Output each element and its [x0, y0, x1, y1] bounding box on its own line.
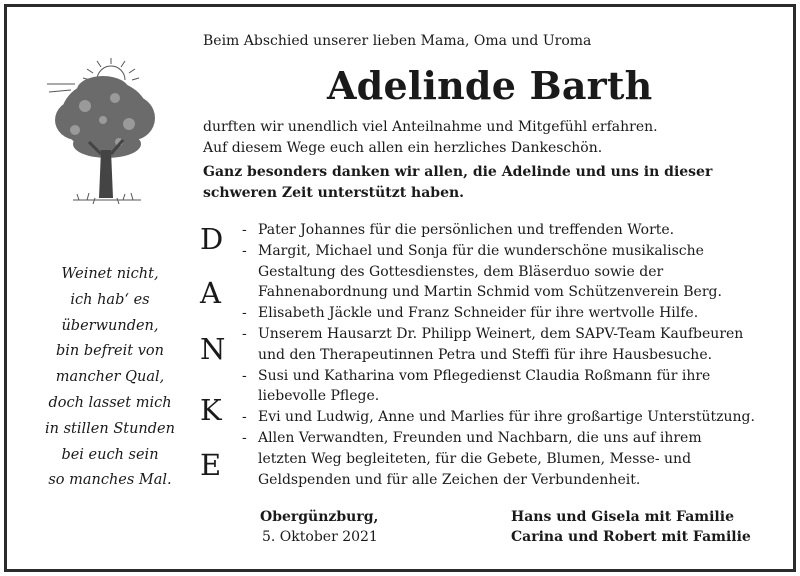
poem-line: Weinet nicht, [61, 266, 159, 282]
signature-line: Carina und Robert mit Familie [511, 529, 751, 545]
danke-letter: K [200, 393, 222, 427]
list-item: - Unserem Hausarzt Dr. Philipp Weinert, dem SAPV-Team Kaufbeuren [242, 325, 744, 342]
poem-line: doch lasset mich [48, 394, 172, 411]
list-item: - Margit, Michael und Sonja für die wunderschöne musikalische [242, 242, 704, 259]
list-item: - Evi und Ludwig, Anne und Marlies für ihre großartige Unterstützung. [242, 409, 755, 426]
list-item: - Pater Johannes für die persönlichen und treffenden Worte. [242, 222, 675, 238]
danke-letter: A [200, 276, 221, 310]
tree-with-sun-icon [45, 58, 160, 218]
thanks-line: durften wir unendlich viel Anteilnahme und Mitgefühl erfahren. [203, 119, 658, 135]
thanks-paragraph [203, 117, 658, 159]
place: Obergünzburg, [260, 509, 379, 525]
danke-letter: N [200, 332, 226, 366]
list-item-continuation: Geldspenden und für alle Zeichen der Verbundenheit. [258, 471, 641, 488]
danke-letter: D [200, 222, 224, 256]
special-thanks-line: schweren Zeit unterstützt haben. [203, 185, 465, 201]
list-item-continuation: liebevolle Pflege. [258, 388, 380, 405]
intro-line: Beim Abschied unserer lieben Mama, Oma und Uroma [203, 33, 592, 49]
signature-line: Hans und Gisela mit Familie [511, 509, 734, 525]
special-thanks-paragraph [203, 162, 712, 204]
poem [30, 262, 190, 494]
poem-line: bin befreit von [56, 343, 164, 360]
poem-line: bei euch sein [61, 446, 159, 463]
special-thanks-line: Ganz besonders danken wir allen, die Adelinde und uns in dieser [203, 164, 713, 180]
deceased-name: Adelinde Barth [327, 63, 653, 108]
thanks-line: Auf diesem Wege euch allen ein herzliches Dankeschön. [203, 140, 603, 156]
thanks-list [242, 220, 755, 490]
date: 5. Oktober 2021 [262, 529, 378, 545]
list-item-continuation: Fahnenabordnung und Martin Schmid vom Schützenverein Berg. [258, 284, 722, 301]
list-item: - Susi und Katharina vom Pflegedienst Claudia Roßmann für ihre [242, 367, 711, 384]
poem-line: mancher Qual, [55, 369, 165, 386]
list-item-continuation: Gestaltung des Gottesdienstes, dem Bläserduo sowie der [258, 263, 664, 280]
list-item: - Elisabeth Jäckle und Franz Schneider für ihre wertvolle Hilfe. [242, 305, 699, 322]
list-item-continuation: letzten Weg begleiteten, für die Gebete, Blumen, Messe- und [258, 450, 692, 467]
list-item: - Allen Verwandten, Freunden und Nachbarn, die uns auf ihrem [242, 429, 702, 446]
poem-line: in stillen Stunden [45, 420, 175, 437]
poem-line: so manches Mal. [48, 472, 172, 489]
danke-letter: E [200, 448, 222, 482]
poem-line: ich hab‘ es [70, 291, 150, 308]
poem-line: überwunden, [61, 317, 159, 334]
list-item-continuation: und den Therapeutinnen Petra und Steffi für ihre Hausbesuche. [258, 346, 713, 363]
